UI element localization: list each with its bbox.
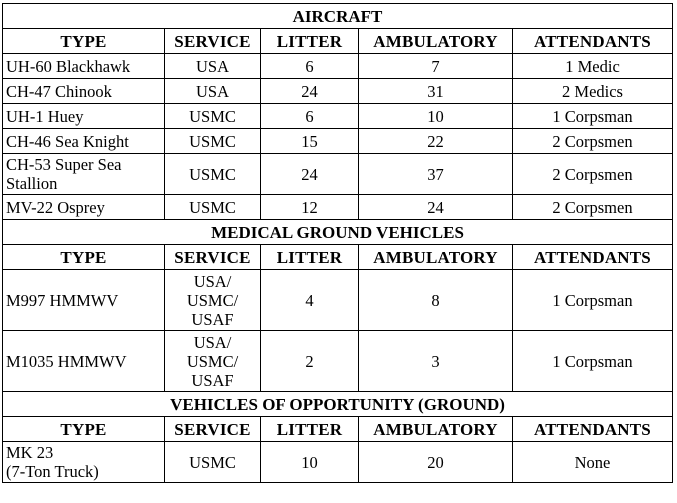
service-line: USAF [191,370,234,390]
table-row [3,442,673,483]
table-row [3,331,673,392]
column-header-row [3,417,673,442]
table-row [3,79,673,104]
cell-litter: 6 [261,54,359,79]
header-ambulatory: AMBULATORY [359,245,513,270]
cell-litter: 12 [261,195,359,220]
service-line: USA/ [193,332,232,352]
cell-litter: 6 [261,104,359,129]
cell-attendants: 2 Corpsmen [513,154,673,195]
cell-type [3,442,165,483]
cell-attendants: 2 Corpsmen [513,129,673,154]
cell-service: USMC [165,154,261,195]
cell-attendants: None [513,442,673,483]
cell-litter: 24 [261,154,359,195]
service-line: USMC/ [186,351,239,371]
section-title: AIRCRAFT [3,4,673,29]
header-ambulatory: AMBULATORY [359,29,513,54]
table-row [3,54,673,79]
table-row [3,195,673,220]
header-ambulatory: AMBULATORY [359,417,513,442]
cell-litter: 2 [261,331,359,392]
section-title-row [3,4,673,29]
column-header-row [3,245,673,270]
cell-type: UH-1 Huey [3,104,165,129]
cell-ambulatory: 22 [359,129,513,154]
header-service: SERVICE [165,245,261,270]
cell-service: USMC [165,442,261,483]
section-title-row [3,392,673,417]
column-header-row [3,29,673,54]
header-litter: LITTER [261,417,359,442]
header-litter: LITTER [261,29,359,54]
cell-ambulatory: 31 [359,79,513,104]
cell-type: M997 HMMWV [3,270,165,331]
cell-service: USA [165,54,261,79]
cell-ambulatory: 8 [359,270,513,331]
cell-ambulatory: 7 [359,54,513,79]
cell-litter: 15 [261,129,359,154]
header-litter: LITTER [261,245,359,270]
cell-litter: 4 [261,270,359,331]
header-type: TYPE [3,245,165,270]
section-title-row [3,220,673,245]
header-attendants: ATTENDANTS [513,417,673,442]
cell-attendants: 1 Corpsman [513,104,673,129]
header-attendants: ATTENDANTS [513,29,673,54]
cell-type: UH-60 Blackhawk [3,54,165,79]
cell-ambulatory: 24 [359,195,513,220]
cell-attendants: 1 Corpsman [513,331,673,392]
cell-ambulatory: 10 [359,104,513,129]
header-type: TYPE [3,29,165,54]
section-title: VEHICLES OF OPPORTUNITY (GROUND) [3,392,673,417]
header-service: SERVICE [165,29,261,54]
cell-type: M1035 HMMWV [3,331,165,392]
casualty-evacuation-table [2,3,673,483]
cell-service: USMC [165,104,261,129]
header-type: TYPE [3,417,165,442]
cell-service: USMC [165,129,261,154]
cell-service [165,270,261,331]
cell-type: CH-53 Super Sea Stallion [3,154,165,195]
cell-ambulatory: 20 [359,442,513,483]
service-line: USMC/ [186,290,239,310]
cell-ambulatory: 3 [359,331,513,392]
cell-attendants: 1 Corpsman [513,270,673,331]
cell-attendants: 2 Medics [513,79,673,104]
cell-type: CH-47 Chinook [3,79,165,104]
table-row [3,154,673,195]
cell-service [165,331,261,392]
cell-service: USMC [165,195,261,220]
cell-service: USA [165,79,261,104]
service-line: USAF [191,309,234,329]
cell-type: CH-46 Sea Knight [3,129,165,154]
section-title: MEDICAL GROUND VEHICLES [3,220,673,245]
table-row [3,129,673,154]
cell-litter: 10 [261,442,359,483]
cell-type: MV-22 Osprey [3,195,165,220]
table-row [3,270,673,331]
type-line: (7-Ton Truck) [6,462,99,481]
service-line: USA/ [193,271,232,291]
header-service: SERVICE [165,417,261,442]
cell-attendants: 2 Corpsmen [513,195,673,220]
cell-litter: 24 [261,79,359,104]
header-attendants: ATTENDANTS [513,245,673,270]
cell-ambulatory: 37 [359,154,513,195]
cell-attendants: 1 Medic [513,54,673,79]
table-row [3,104,673,129]
type-line: MK 23 [6,443,54,462]
